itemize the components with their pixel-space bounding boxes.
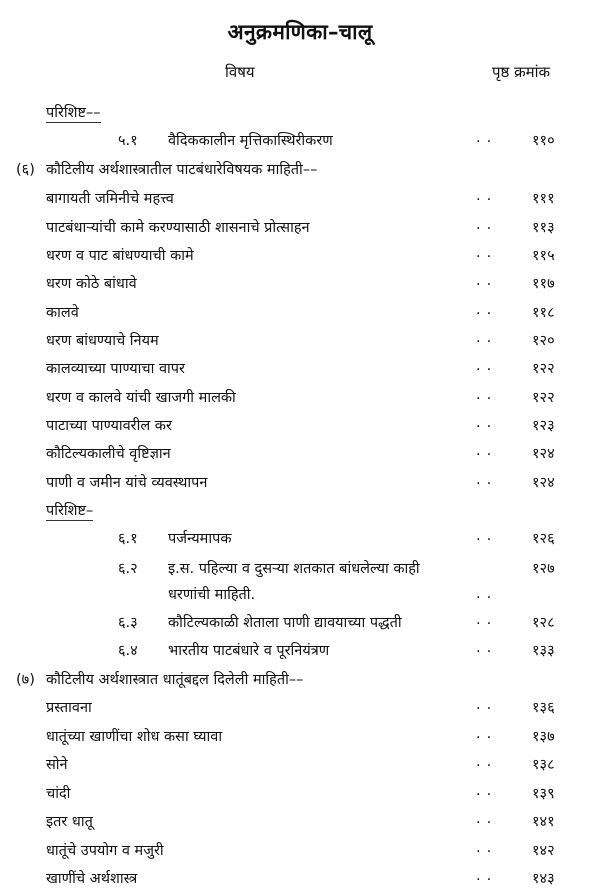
leader-dots: ..: [476, 726, 498, 742]
page-number: ११८: [532, 305, 555, 321]
toc-row: [0, 866, 600, 894]
toc-entry-text: कौटिल्यकाळी शेताला पाणी द्यावयाच्या पद्धती: [168, 615, 402, 631]
toc-row: [0, 752, 600, 780]
leader-dots: ..: [476, 612, 498, 628]
page-number: १२७: [532, 561, 555, 577]
toc-entry-text: चांदी: [46, 786, 71, 802]
leader-dots: ..: [476, 754, 498, 770]
page-number: ११०: [532, 133, 555, 149]
leader-dots: ..: [476, 387, 498, 403]
leader-dots: ..: [476, 586, 498, 602]
toc-row: [0, 186, 600, 214]
toc-entry-text: बागायती जमिनीचे महत्त्व: [46, 191, 174, 207]
toc-entry-text: धरण व कालवे यांची खाजगी मालकी: [46, 390, 236, 406]
toc-row: [0, 385, 600, 413]
page-number: १३३: [532, 643, 555, 659]
appendix-heading: परिशिष्ट––: [46, 102, 101, 123]
page-number: १२२: [532, 361, 555, 377]
page-number: १२४: [532, 475, 555, 491]
toc-row: [0, 215, 600, 243]
toc-entry-text: भारतीय पाटबंधारे व पूरनियंत्रण: [168, 643, 330, 659]
page-number: १४१: [532, 814, 555, 830]
toc-entry-number: ६.२: [118, 561, 138, 577]
page-number: १२६: [532, 531, 555, 547]
leader-dots: ..: [476, 330, 498, 346]
page-number: ११३: [532, 220, 555, 236]
leader-dots: ..: [476, 245, 498, 261]
leader-dots: ..: [476, 273, 498, 289]
toc-row: [0, 809, 600, 837]
page-number-column-header: पृष्ठ क्रमांक: [492, 63, 551, 81]
page-number: १३९: [532, 786, 555, 802]
toc-row: [0, 781, 600, 809]
toc-entry-number: ६.१: [118, 531, 138, 547]
page-number: १२२: [532, 390, 555, 406]
leader-dots: ..: [476, 840, 498, 856]
page-title: अनुक्रमणिका–चालू: [227, 20, 373, 44]
toc-row: [0, 243, 600, 271]
toc-entry-number: ६.३: [118, 615, 138, 631]
toc-entry-text-continued: धरणांची माहिती.: [168, 587, 256, 603]
toc-entry-text: पाणी व जमीन यांचे व्यवस्थापन: [46, 475, 208, 491]
leader-dots: ..: [476, 443, 498, 459]
toc-row: [0, 526, 600, 554]
toc-entry-text: धरण कोठे बांधावे: [46, 276, 137, 292]
toc-row: [0, 157, 600, 185]
toc-row: [0, 300, 600, 328]
toc-row: [0, 328, 600, 356]
toc-entry-text: खाणींचे अर्थशास्त्र: [46, 871, 138, 887]
subject-column-header: विषय: [225, 63, 255, 81]
leader-dots: ..: [476, 868, 498, 884]
toc-entry-text: कौटिल्यकालीचे वृष्टिज्ञान: [46, 446, 171, 462]
toc-row: [0, 695, 600, 723]
section-heading: कौटिलीय अर्थशास्त्रातील पाटबंधारेविषयक माहिती––: [46, 162, 318, 178]
page-number: १४२: [532, 843, 555, 859]
toc-row: [0, 100, 600, 128]
page-number: १३६: [532, 700, 555, 716]
toc-row: [0, 128, 600, 156]
leader-dots: ..: [476, 302, 498, 318]
page-number: १२३: [532, 418, 555, 434]
page-number: ११५: [532, 248, 555, 264]
toc-entry-text: कालवे: [46, 305, 79, 321]
page-number: १३८: [532, 757, 555, 773]
toc-entry-text: इतर धातू: [46, 814, 93, 830]
toc-entry-text: कालव्याच्या पाण्याचा वापर: [46, 361, 185, 377]
page-number: १२४: [532, 446, 555, 462]
leader-dots: ..: [476, 811, 498, 827]
toc-row: [0, 724, 600, 752]
toc-row: [0, 556, 600, 603]
page-number: १२८: [532, 615, 555, 631]
toc-entry-text: इ.स. पहिल्या व दुसऱ्या शतकात बांधलेल्या काही: [168, 561, 420, 577]
toc-entry-text: पाटबंधाऱ्यांची कामे करण्यासाठी शासनाचे प्रोत्साहन: [46, 220, 310, 236]
appendix-heading: परिशिष्ट–: [46, 500, 93, 521]
toc-row: [0, 413, 600, 441]
toc-entry-text: धातूंच्या खाणींचा शोध कसा घ्यावा: [46, 729, 223, 745]
toc-entry-text: प्रस्तावना: [46, 700, 92, 716]
toc-entry-number: ६.४: [118, 643, 138, 659]
section-number: (७): [16, 672, 35, 688]
page-number: ११७: [532, 276, 555, 292]
toc-row: [0, 498, 600, 526]
leader-dots: ..: [476, 130, 498, 146]
toc-entry-number: ५.१: [118, 133, 138, 149]
page-number: १३७: [532, 729, 555, 745]
page-number: १४३: [532, 871, 555, 887]
toc-entry-text: पाटाच्या पाण्यावरील कर: [46, 418, 172, 434]
page-number: १२०: [532, 333, 555, 349]
toc-row: [0, 838, 600, 866]
toc-entry-text: पर्जन्यमापक: [168, 531, 232, 547]
toc-row: [0, 470, 600, 498]
section-number: (६): [16, 162, 35, 178]
leader-dots: ..: [476, 640, 498, 656]
leader-dots: ..: [476, 528, 498, 544]
leader-dots: ..: [476, 358, 498, 374]
page-number: १११: [532, 191, 555, 207]
leader-dots: ..: [476, 217, 498, 233]
toc-row: [0, 610, 600, 638]
toc-entry-text: धरण बांधण्याचे नियम: [46, 333, 159, 349]
toc-entry-text: धातूंचे उपयोग व मजुरी: [46, 843, 164, 859]
toc-row: [0, 271, 600, 299]
toc-row: [0, 667, 600, 695]
toc-entry-text: सोने: [46, 757, 68, 773]
leader-dots: ..: [476, 415, 498, 431]
toc-row: [0, 638, 600, 666]
section-heading: कौटिलीय अर्थशास्त्रात धातूंबद्दल दिलेली माहिती––: [46, 672, 304, 688]
toc-row: [0, 356, 600, 384]
toc-entry-text: धरण व पाट बांधण्याची कामे: [46, 248, 194, 264]
leader-dots: ..: [476, 697, 498, 713]
leader-dots: ..: [476, 472, 498, 488]
leader-dots: ..: [476, 783, 498, 799]
toc-entry-text: वैदिककालीन मृत्तिकास्थिरीकरण: [168, 133, 333, 149]
leader-dots: ..: [476, 188, 498, 204]
toc-row: [0, 441, 600, 469]
